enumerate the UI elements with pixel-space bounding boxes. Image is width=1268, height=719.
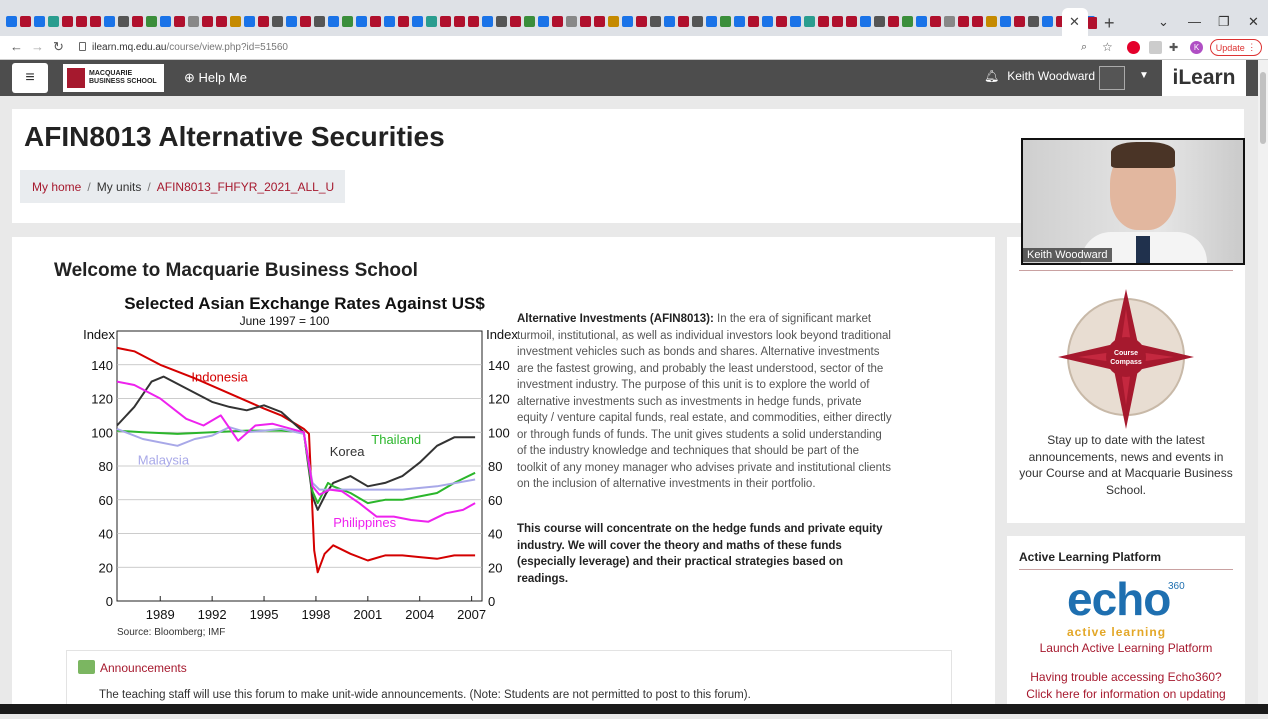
chart-ytick-label-right: 60 (488, 492, 503, 508)
chart-ytick-label-left: 80 (98, 459, 113, 474)
pinned-tab-icon[interactable] (118, 16, 129, 27)
pinned-tab-icon[interactable] (748, 16, 759, 27)
pinned-tab-icon[interactable] (1000, 16, 1011, 27)
pinned-tab-icon[interactable] (916, 16, 927, 27)
breadcrumb: My home / My units / AFIN8013_FHFYR_2021_ALL_U (20, 170, 345, 203)
pinned-tab-icon[interactable] (552, 16, 563, 27)
pinned-tab-icon[interactable] (216, 16, 227, 27)
pinned-tab-icon[interactable] (720, 16, 731, 27)
pinned-tab-icon[interactable] (20, 16, 31, 27)
pinned-tab-icon[interactable] (412, 16, 423, 27)
chart-ylabel-left: Index (83, 327, 115, 342)
pinned-tab-icon[interactable] (944, 16, 955, 27)
chart-xtick-label: 2004 (405, 607, 435, 622)
pinned-tab-icon[interactable] (664, 16, 675, 27)
chart-ytick-label-right: 20 (488, 560, 503, 576)
pinned-tab-icon[interactable] (566, 16, 577, 27)
pinned-tab-icon[interactable] (426, 16, 437, 27)
pinned-tab-icon[interactable] (300, 16, 311, 27)
echo360-tagline: active learning (1067, 625, 1167, 639)
pinned-tab-icon[interactable] (440, 16, 451, 27)
chart-xtick-label: 1992 (197, 607, 227, 622)
pinned-tab-icon[interactable] (930, 16, 941, 27)
pinned-tab-icon[interactable] (468, 16, 479, 27)
pinned-tab-icon[interactable] (230, 16, 241, 27)
site-logo[interactable] (63, 64, 164, 92)
chart-ytick-label-right: 100 (488, 425, 510, 441)
breadcrumb-my-home[interactable]: My home (32, 180, 82, 194)
pinned-tab-icon[interactable] (1014, 16, 1025, 27)
unit-description-text: In the era of significant market turmoil, institutional, as well as individual investors look beyond traditional investment vehicles such as bonds and shares. Alternative investments are the fastest growing, and probably the least understood, sector of the investment industry. The purpose of this unit is to explore the world of alternative investments such as investments in hedge funds, private equity / venture capital funds, real estate, and commodities, either directly or through funds of funds. The unit gives students a solid understanding of the industry knowledge and techniques that should be part of the toolkit of any money manager who advises private and institutional clients on the inclusion of alternative investments in their portfolio. (517, 313, 892, 490)
chart-ytick-label-right: 40 (488, 526, 503, 542)
pinned-tab-icon[interactable] (706, 16, 717, 27)
pinned-tab-icon[interactable] (804, 16, 815, 27)
chart-xtick-label: 2007 (457, 607, 487, 622)
chart-ytick-label-left: 120 (91, 391, 113, 407)
profile-avatar[interactable]: K (1190, 41, 1203, 54)
pinned-tab-icon[interactable] (328, 16, 339, 27)
chart-xtick-label: 1995 (249, 607, 279, 622)
pinned-tab-icon[interactable] (482, 16, 493, 27)
pinned-tab-icon[interactable] (846, 16, 857, 27)
user-menu[interactable] (984, 69, 1095, 83)
chart-series-label: Malaysia (137, 452, 190, 468)
unit-description (517, 311, 892, 493)
chart-ytick-label-left: 140 (91, 357, 113, 373)
user-menu-caret-icon[interactable]: ▼ (1139, 70, 1149, 81)
lifebuoy-icon: ⊕ (184, 70, 195, 85)
pinned-tab-icon[interactable] (160, 16, 171, 27)
help-me-label: Help Me (198, 70, 247, 85)
pinned-tab-icon[interactable] (104, 16, 115, 27)
pinned-tab-icon[interactable] (594, 16, 605, 27)
opera-extension-icon[interactable] (1127, 41, 1140, 54)
announcements-description: The teaching staff will use this forum to make unit-wide announcements. (Note: Students are not permitted to post to this forum). (99, 689, 751, 701)
pinned-tab-icon[interactable] (874, 16, 885, 27)
pinned-tab-icon[interactable] (608, 16, 619, 27)
pinned-tab-icon[interactable] (986, 16, 997, 27)
zoom-icon[interactable]: ⌕ (1081, 41, 1088, 53)
pinned-tab-icon[interactable] (650, 16, 661, 27)
course-focus-text: This course will concentrate on the hedge funds and private equity industry. We will cover the theory and maths of these funds (especially leverage) and their practical strategies based on readings. (517, 523, 883, 585)
block-divider (1019, 270, 1233, 271)
chart-ytick-label-left: 20 (98, 560, 113, 576)
pinned-tab-icon[interactable] (272, 16, 283, 27)
chart-ytick-label-left: 0 (105, 594, 113, 609)
active-learning-title: Active Learning Platform (1019, 550, 1162, 564)
unit-description-title: Alternative Investments (AFIN8013): (517, 313, 714, 325)
chart-ytick-label-left: 60 (98, 492, 113, 508)
logo-line2: BUSINESS SCHOOL (89, 78, 157, 85)
scrollbar-thumb[interactable] (1260, 72, 1266, 144)
pinned-tab-icon[interactable] (832, 16, 843, 27)
back-icon[interactable]: ← (10, 39, 23, 54)
launch-active-learning-link[interactable]: Launch Active Learning Platform (1039, 641, 1213, 655)
pinned-tab-icon[interactable] (1028, 16, 1039, 27)
pinned-tab-icon[interactable] (132, 16, 143, 27)
pinned-tab-icon[interactable] (356, 16, 367, 27)
pinned-tab-icon[interactable] (524, 16, 535, 27)
pinned-tab-icon[interactable] (622, 16, 633, 27)
chart-source: Source: Bloomberg; IMF (117, 627, 226, 638)
url-field[interactable] (92, 42, 288, 53)
chart-xtick-label: 1998 (301, 607, 331, 622)
window-close-icon[interactable]: ✕ (1248, 14, 1259, 29)
site-navbar (0, 60, 1258, 96)
menu-toggle-button[interactable] (12, 63, 48, 93)
pinned-tab-icon[interactable] (146, 16, 157, 27)
url-path: /course/view.php?id=51560 (166, 42, 288, 53)
announcements-link[interactable]: Announcements (100, 661, 187, 675)
new-tab-icon[interactable]: + (1104, 13, 1115, 33)
pinned-tab-icon[interactable] (202, 16, 213, 27)
chart-series-label: Indonesia (191, 369, 248, 385)
pinned-tab-icon[interactable] (398, 16, 409, 27)
minimize-icon[interactable]: — (1188, 14, 1201, 29)
close-tab-icon[interactable]: ✕ (1069, 14, 1080, 29)
update-label: Update (1215, 42, 1245, 53)
chart-subtitle: June 1997 = 100 (239, 314, 330, 328)
shield-extension-icon[interactable] (1149, 41, 1162, 54)
help-me-link[interactable] (184, 70, 247, 86)
chart-xtick-label: 2001 (353, 607, 383, 622)
announcements-forum (66, 650, 952, 707)
pinned-tab-icon[interactable] (958, 16, 969, 27)
pinned-tab-icon[interactable] (678, 16, 689, 27)
notification-bell-icon[interactable]: 🔔︎ (984, 69, 1000, 83)
block-divider (1019, 569, 1233, 570)
pinned-tab-icon[interactable] (314, 16, 325, 27)
pinned-tab-icon[interactable] (580, 16, 591, 27)
browser-tab-strip (0, 0, 1268, 36)
page-scrollbar[interactable] (1258, 60, 1268, 714)
pinned-tab-icon[interactable] (818, 16, 829, 27)
chart-ytick-label-right: 140 (488, 357, 510, 373)
pinned-tab-icon[interactable] (34, 16, 45, 27)
exchange-rate-chart (67, 293, 527, 638)
pinned-tab-icon[interactable] (6, 16, 17, 27)
pinned-tab-icon[interactable] (734, 16, 745, 27)
pinned-tab-icon[interactable] (454, 16, 465, 27)
compass-label-line1: Course (1113, 350, 1139, 357)
course-compass-icon[interactable] (1058, 289, 1194, 429)
breadcrumb-my-units[interactable]: My units (96, 180, 142, 194)
pinned-tab-icons[interactable] (6, 16, 1095, 30)
macquarie-crest-icon (67, 68, 85, 88)
pinned-tab-icon[interactable] (76, 16, 87, 27)
pinned-tab-icon[interactable] (636, 16, 647, 27)
pinned-tab-icon[interactable] (48, 16, 59, 27)
chart-ytick-label-right: 80 (488, 459, 503, 474)
pinned-tab-icon[interactable] (286, 16, 297, 27)
user-name: Keith Woodward (1007, 69, 1096, 83)
extensions-puzzle-icon[interactable]: ✚ (1169, 42, 1179, 54)
chart-series-label: Philippines (333, 514, 397, 530)
pinned-tab-icon[interactable] (90, 16, 101, 27)
pinned-tab-icon[interactable] (902, 16, 913, 27)
chart-ytick-label-right: 120 (488, 391, 510, 407)
pinned-tab-icon[interactable] (762, 16, 773, 27)
pinned-tab-icon[interactable] (888, 16, 899, 27)
reload-icon[interactable]: ↻ (53, 39, 64, 54)
pinned-tab-icon[interactable] (342, 16, 353, 27)
forward-icon[interactable]: → (31, 39, 44, 54)
compass-label-line2: Compass (1110, 359, 1142, 366)
course-content (12, 237, 995, 707)
pinned-tab-icon[interactable] (776, 16, 787, 27)
pinned-tab-icon[interactable] (384, 16, 395, 27)
active-learning-block (1007, 536, 1245, 707)
lock-icon (79, 42, 86, 51)
logo-line1: MACQUARIE (89, 70, 133, 77)
pinned-tab-icon[interactable] (972, 16, 983, 27)
compass-description: Stay up to date with the latest announcements, news and events in your Course and at Macquarie Business School. (1019, 433, 1233, 497)
ilearn-brand[interactable]: iLearn (1162, 60, 1246, 96)
chart-series-label: Thailand (371, 432, 422, 448)
pinned-tab-icon[interactable] (370, 16, 381, 27)
echo360-superscript: 360 (1168, 581, 1185, 592)
url-host: ilearn.mq.edu.au (92, 42, 167, 53)
echo360-logo[interactable]: echo (1067, 573, 1171, 625)
hamburger-icon: ≡ (25, 69, 35, 86)
page-title: AFIN8013 Alternative Securities (24, 121, 445, 152)
pinned-tab-icon[interactable] (1042, 16, 1053, 27)
echo360-help-link[interactable]: Having trouble accessing Echo360? Click here for information on updating (1026, 670, 1226, 701)
bookmark-star-icon[interactable]: ☆ (1102, 40, 1113, 54)
chart-series-label: Korea (329, 443, 365, 459)
ilearn-tab-icon[interactable] (1088, 17, 1097, 29)
maximize-icon[interactable]: ❐ (1218, 14, 1230, 29)
breadcrumb-course[interactable]: AFIN8013_FHFYR_2021_ALL_U (156, 180, 335, 194)
course-compass-block (1007, 237, 1245, 523)
pinned-tab-icon[interactable] (496, 16, 507, 27)
chart-title: Selected Asian Exchange Rates Against US$ (124, 294, 485, 313)
welcome-heading: Welcome to Macquarie Business School (54, 260, 418, 281)
pinned-tab-icon[interactable] (244, 16, 255, 27)
chart-xtick-label: 1989 (145, 607, 175, 622)
pinned-tab-icon[interactable] (258, 16, 269, 27)
update-button[interactable]: Update ⋮ (1210, 39, 1262, 56)
chart-ytick-label-right: 0 (488, 594, 496, 609)
pinned-tab-icon[interactable] (188, 16, 199, 27)
pinned-tab-icon[interactable] (62, 16, 73, 27)
chart-ytick-label-left: 100 (91, 425, 113, 441)
pinned-tab-icon[interactable] (790, 16, 801, 27)
video-call-overlay[interactable] (1021, 138, 1245, 265)
chart-ytick-label-left: 40 (98, 526, 113, 542)
taskbar-edge (0, 704, 1268, 714)
pinned-tab-icon[interactable] (860, 16, 871, 27)
user-avatar[interactable] (1099, 66, 1125, 90)
chart-ylabel-right: Index (486, 327, 518, 342)
pinned-tab-icon[interactable] (510, 16, 521, 27)
pinned-tab-icon[interactable] (538, 16, 549, 27)
pinned-tab-icon[interactable] (174, 16, 185, 27)
tab-search-icon[interactable]: ⌄ (1158, 14, 1169, 29)
pinned-tab-icon[interactable] (692, 16, 703, 27)
address-bar (0, 36, 1268, 60)
forum-icon (78, 660, 95, 674)
video-participant-name: Keith Woodward (1023, 248, 1112, 262)
